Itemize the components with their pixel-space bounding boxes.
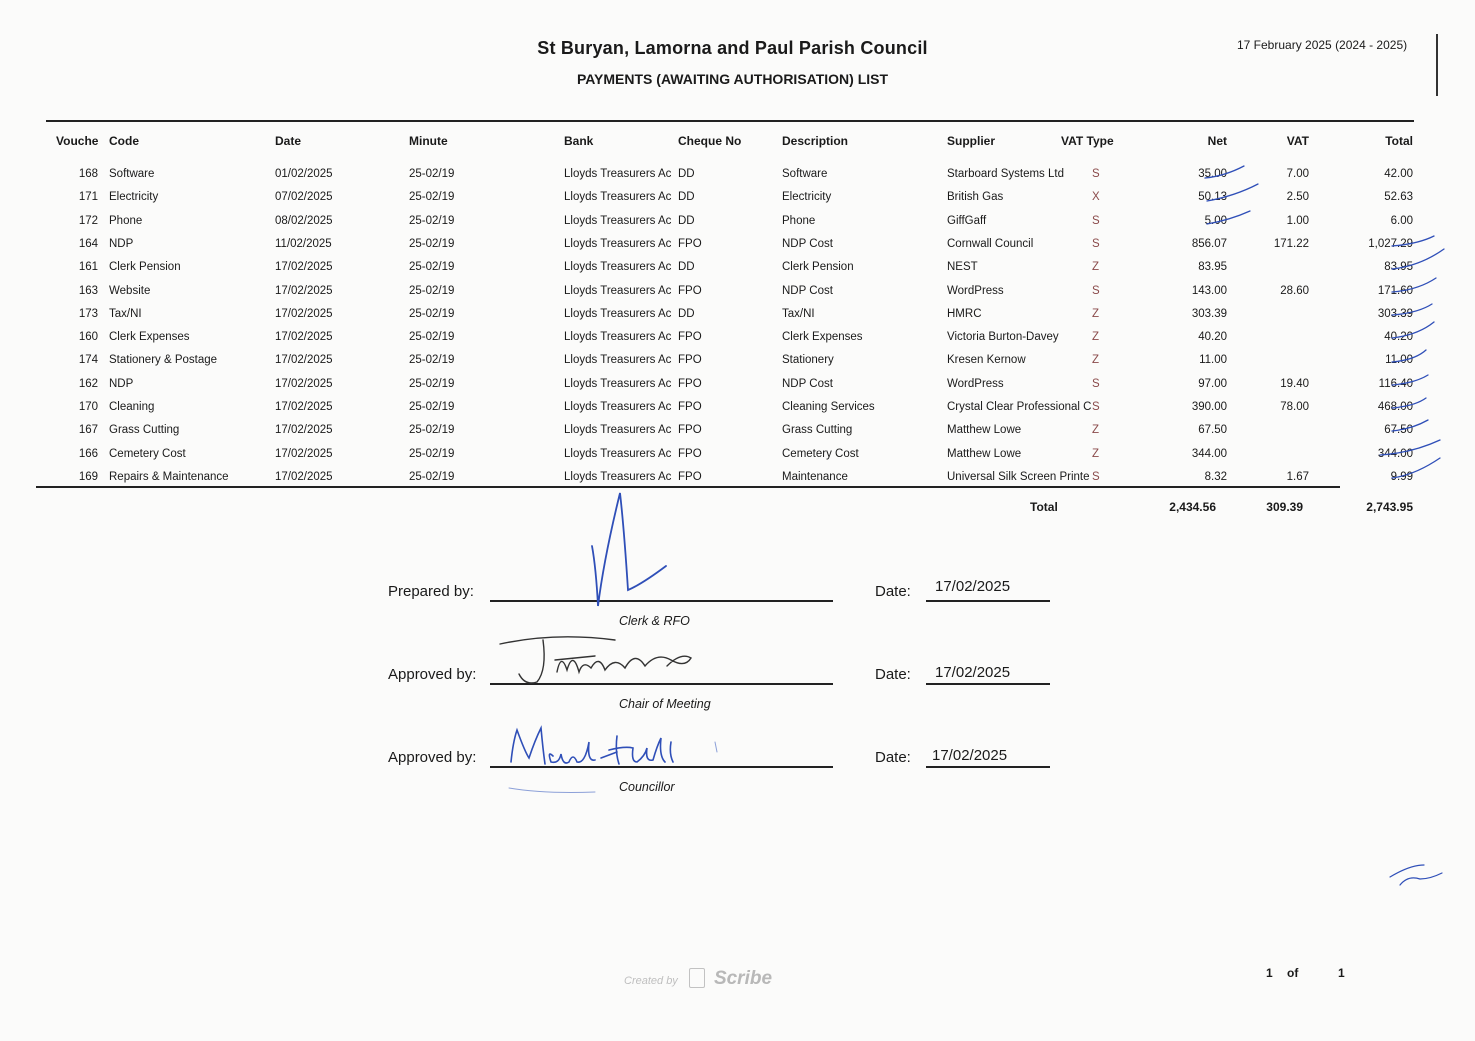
net-cell: 856.07 [1191,237,1227,250]
code-cell: Website [109,284,151,297]
voucher-cell: 173 [78,307,98,320]
code-cell: Clerk Pension [109,261,181,274]
supplier-cell: HMRC [947,307,982,320]
voucher-cell: 170 [78,401,98,413]
voucher-cell: 162 [78,377,98,390]
total-cell: 83.95 [1384,261,1413,274]
councillor-signature [505,722,725,802]
net-cell: 303.39 [1191,307,1227,320]
net-cell: 40.20 [1198,331,1227,344]
net-cell: 5.00 [1204,214,1227,227]
vat-cell: 2.50 [1286,191,1309,204]
cheque-cell: FPO [678,470,702,483]
net-cell: 344.00 [1191,447,1227,460]
page-total: 1 [1338,966,1345,980]
minute-cell: 25-02/19 [409,261,455,274]
total-cell: 9.99 [1390,470,1413,483]
bank-cell: Lloyds Treasurers Ac [564,424,672,437]
total-cell: 116.40 [1378,377,1413,390]
net-cell: 83.95 [1198,261,1227,274]
total-cell: 171.60 [1377,284,1413,297]
supplier-cell: Matthew Lowe [947,447,1022,460]
net-cell: 8.32 [1204,470,1227,483]
minute-cell: 25-02/19 [409,354,455,367]
bank-cell: Lloyds Treasurers Ac [564,284,672,297]
description-cell: Clerk Expenses [782,331,863,344]
date-cell: 01/02/2025 [275,168,333,180]
chair-signature [495,630,705,690]
clerk-signature [580,488,680,608]
total-cell: 303.39 [1377,307,1413,320]
signoff-date: 17/02/2025 [935,664,1011,681]
voucher-cell: 160 [78,331,98,344]
supplier-cell: Universal Silk Screen Printe [947,470,1090,483]
date-cell: 17/02/2025 [275,424,333,437]
voucher-cell: 174 [78,354,98,367]
pen-mark [1380,855,1460,895]
scribe-logo-icon [689,968,705,988]
cheque-cell: FPO [678,424,702,437]
minute-cell: 25-02/19 [409,447,455,460]
bank-cell: Lloyds Treasurers Ac [564,168,672,180]
minute-cell: 25-02/19 [409,191,455,204]
report-date: 17 February 2025 (2024 - 2025) [1237,38,1408,52]
signatory-role: Chair of Meeting [619,697,711,711]
code-cell: NDP [109,377,134,390]
vat-type-cell: S [1092,377,1100,390]
cheque-cell: FPO [678,237,702,250]
date-label: Date: [875,666,911,683]
total-cell: 52.63 [1384,191,1413,204]
vat-type-cell: Z [1092,354,1100,367]
code-cell: NDP [109,237,134,250]
code-cell: Phone [109,214,143,227]
bank-cell: Lloyds Treasurers Ac [564,237,672,250]
description-cell: Stationery [782,354,834,367]
date-cell: 08/02/2025 [275,214,333,227]
bank-cell: Lloyds Treasurers Ac [564,307,672,320]
col-vat: VAT [1286,134,1309,148]
cheque-cell: FPO [678,447,702,460]
bank-cell: Lloyds Treasurers Ac [564,261,672,274]
signoff-date: 17/02/2025 [935,578,1011,595]
bank-cell: Lloyds Treasurers Ac [564,470,672,483]
supplier-cell: NEST [947,261,978,274]
minute-cell: 25-02/19 [409,401,455,413]
col-net: Net [1207,134,1227,148]
total-cell: 40.20 [1384,331,1413,344]
page-current: 1 [1266,966,1273,980]
vat-cell: 19.40 [1280,377,1309,390]
date-label: Date: [875,583,911,600]
total-cell: 468.00 [1377,401,1413,413]
description-cell: Tax/NI [782,307,815,320]
cheque-cell: DD [678,307,695,320]
vat-type-cell: S [1092,401,1100,413]
col-date: Date [275,134,302,148]
vat-cell: 1.67 [1286,470,1309,483]
date-cell: 17/02/2025 [275,284,333,297]
minute-cell: 25-02/19 [409,307,455,320]
total-vat: 309.39 [1266,500,1303,514]
date-cell: 17/02/2025 [275,401,333,413]
code-cell: Tax/NI [109,307,142,320]
minute-cell: 25-02/19 [409,237,455,250]
date-line [926,766,1050,768]
description-cell: Phone [782,214,816,227]
net-cell: 143.00 [1191,284,1227,297]
vat-cell: 7.00 [1286,168,1309,180]
description-cell: NDP Cost [782,377,833,390]
col-voucher: Vouche [56,134,99,148]
voucher-cell: 169 [78,470,98,483]
total-cell: 6.00 [1390,214,1413,227]
description-cell: NDP Cost [782,237,833,250]
voucher-cell: 168 [78,168,98,180]
footer-logo [624,968,772,990]
voucher-cell: 172 [78,214,98,227]
date-cell: 07/02/2025 [275,191,333,204]
date-cell: 11/02/2025 [275,237,332,250]
signatory-role: Councillor [619,780,675,794]
date-line [926,683,1050,685]
code-cell: Cemetery Cost [109,447,186,460]
description-cell: Clerk Pension [782,261,854,274]
code-cell: Grass Cutting [109,424,180,437]
code-cell: Software [109,168,155,180]
supplier-cell: Matthew Lowe [947,424,1022,437]
col-bank: Bank [564,134,594,148]
vat-type-cell: Z [1092,261,1100,274]
cheque-cell: FPO [678,354,702,367]
total-cell: 1,027.29 [1368,237,1413,250]
voucher-cell: 164 [78,237,98,250]
col-minute: Minute [409,134,448,148]
bank-cell: Lloyds Treasurers Ac [564,401,672,413]
document-title: St Buryan, Lamorna and Paul Parish Council [537,38,928,58]
total-net: 2,434.56 [1169,500,1216,514]
cheque-cell: FPO [678,401,702,413]
vat-type-cell: Z [1092,331,1100,344]
net-cell: 67.50 [1198,424,1227,437]
description-cell: Cleaning Services [782,401,875,413]
code-cell: Stationery & Postage [109,354,218,367]
cheque-cell: DD [678,261,695,274]
col-vat-type: VAT Type [1061,134,1114,148]
voucher-cell: 166 [78,447,98,460]
supplier-cell: Victoria Burton-Davey [947,331,1059,344]
supplier-cell: Starboard Systems Ltd [947,168,1064,180]
date-label: Date: [875,749,911,766]
description-cell: Software [782,168,828,180]
supplier-cell: British Gas [947,191,1004,204]
bank-cell: Lloyds Treasurers Ac [564,354,672,367]
minute-cell: 25-02/19 [409,424,455,437]
minute-cell: 25-02/19 [409,214,455,227]
code-cell: Cleaning [109,401,155,413]
description-cell: Electricity [782,191,832,204]
date-cell: 17/02/2025 [275,447,333,460]
cheque-cell: FPO [678,284,702,297]
col-description: Description [782,134,849,148]
page-of-label: of [1287,966,1299,980]
vat-type-cell: X [1092,191,1100,204]
total-cell: 67.50 [1384,424,1413,437]
total-cell: 11.00 [1385,354,1413,367]
bank-cell: Lloyds Treasurers Ac [564,447,672,460]
vat-type-cell: Z [1092,447,1100,460]
supplier-cell: Crystal Clear Professional C [947,401,1092,413]
bank-cell: Lloyds Treasurers Ac [564,214,672,227]
col-code: Code [109,134,139,148]
cheque-cell: DD [678,191,695,204]
total-grand: 2,743.95 [1366,500,1413,514]
voucher-cell: 163 [78,284,98,297]
minute-cell: 25-02/19 [409,470,455,483]
vat-type-cell: S [1092,470,1100,483]
date-line [926,600,1050,602]
code-cell: Clerk Expenses [109,331,190,344]
minute-cell: 25-02/19 [409,168,455,180]
voucher-cell: 171 [78,191,98,204]
bank-cell: Lloyds Treasurers Ac [564,191,672,204]
supplier-cell: Kresen Kernow [947,354,1026,367]
supplier-cell: WordPress [947,284,1004,297]
col-cheque: Cheque No [678,134,742,148]
vat-type-cell: Z [1092,424,1100,437]
description-cell: Maintenance [782,470,848,483]
supplier-cell: GiffGaff [947,214,987,227]
minute-cell: 25-02/19 [409,331,455,344]
tick-marks [0,0,1475,500]
date-cell: 17/02/2025 [275,354,333,367]
signoff-date: 17/02/2025 [932,747,1008,764]
total-cell: 42.00 [1384,168,1413,180]
vat-type-cell: S [1092,168,1100,180]
approved-by-label: Approved by: [388,666,477,683]
bank-cell: Lloyds Treasurers Ac [564,377,672,390]
net-cell: 11.00 [1199,354,1227,367]
document-subtitle: PAYMENTS (AWAITING AUTHORISATION) LIST [576,71,889,87]
total-cell: 344.00 [1377,447,1413,460]
date-cell: 17/02/2025 [275,261,333,274]
col-total: Total [1385,134,1413,148]
minute-cell: 25-02/19 [409,284,455,297]
vat-cell: 1.00 [1286,214,1309,227]
cheque-cell: FPO [678,331,702,344]
code-cell: Electricity [109,191,159,204]
date-cell: 17/02/2025 [275,470,333,483]
vat-type-cell: Z [1092,307,1100,320]
supplier-cell: WordPress [947,377,1004,390]
cheque-cell: DD [678,214,695,227]
date-cell: 17/02/2025 [275,307,333,320]
date-cell: 17/02/2025 [275,377,333,390]
totals-label: Total [1030,500,1058,514]
signatory-role: Clerk & RFO [619,614,690,628]
vat-cell: 28.60 [1280,284,1309,297]
cheque-cell: FPO [678,377,702,390]
code-cell: Repairs & Maintenance [109,470,229,483]
description-cell: Grass Cutting [782,424,853,437]
supplier-cell: Cornwall Council [947,237,1034,250]
net-cell: 35.00 [1198,168,1227,180]
net-cell: 97.00 [1198,377,1227,390]
prepared-by-label: Prepared by: [388,583,474,600]
col-supplier: Supplier [947,134,996,148]
vat-type-cell: S [1092,237,1100,250]
vat-cell: 78.00 [1280,401,1309,413]
minute-cell: 25-02/19 [409,377,455,390]
date-cell: 17/02/2025 [275,331,333,344]
cheque-cell: DD [678,168,695,180]
description-cell: Cemetery Cost [782,447,859,460]
approved-by-label: Approved by: [388,749,477,766]
vat-type-cell: S [1092,214,1100,227]
created-by-text: Created by [624,975,678,987]
voucher-cell: 167 [78,424,98,437]
description-cell: NDP Cost [782,284,833,297]
scribe-logo-text: Scribe [713,968,773,989]
net-cell: 50.13 [1198,191,1227,204]
vat-cell: 171.22 [1273,237,1309,250]
vat-type-cell: S [1092,284,1100,297]
voucher-cell: 161 [78,261,98,274]
net-cell: 390.00 [1191,401,1227,413]
bank-cell: Lloyds Treasurers Ac [564,331,672,344]
